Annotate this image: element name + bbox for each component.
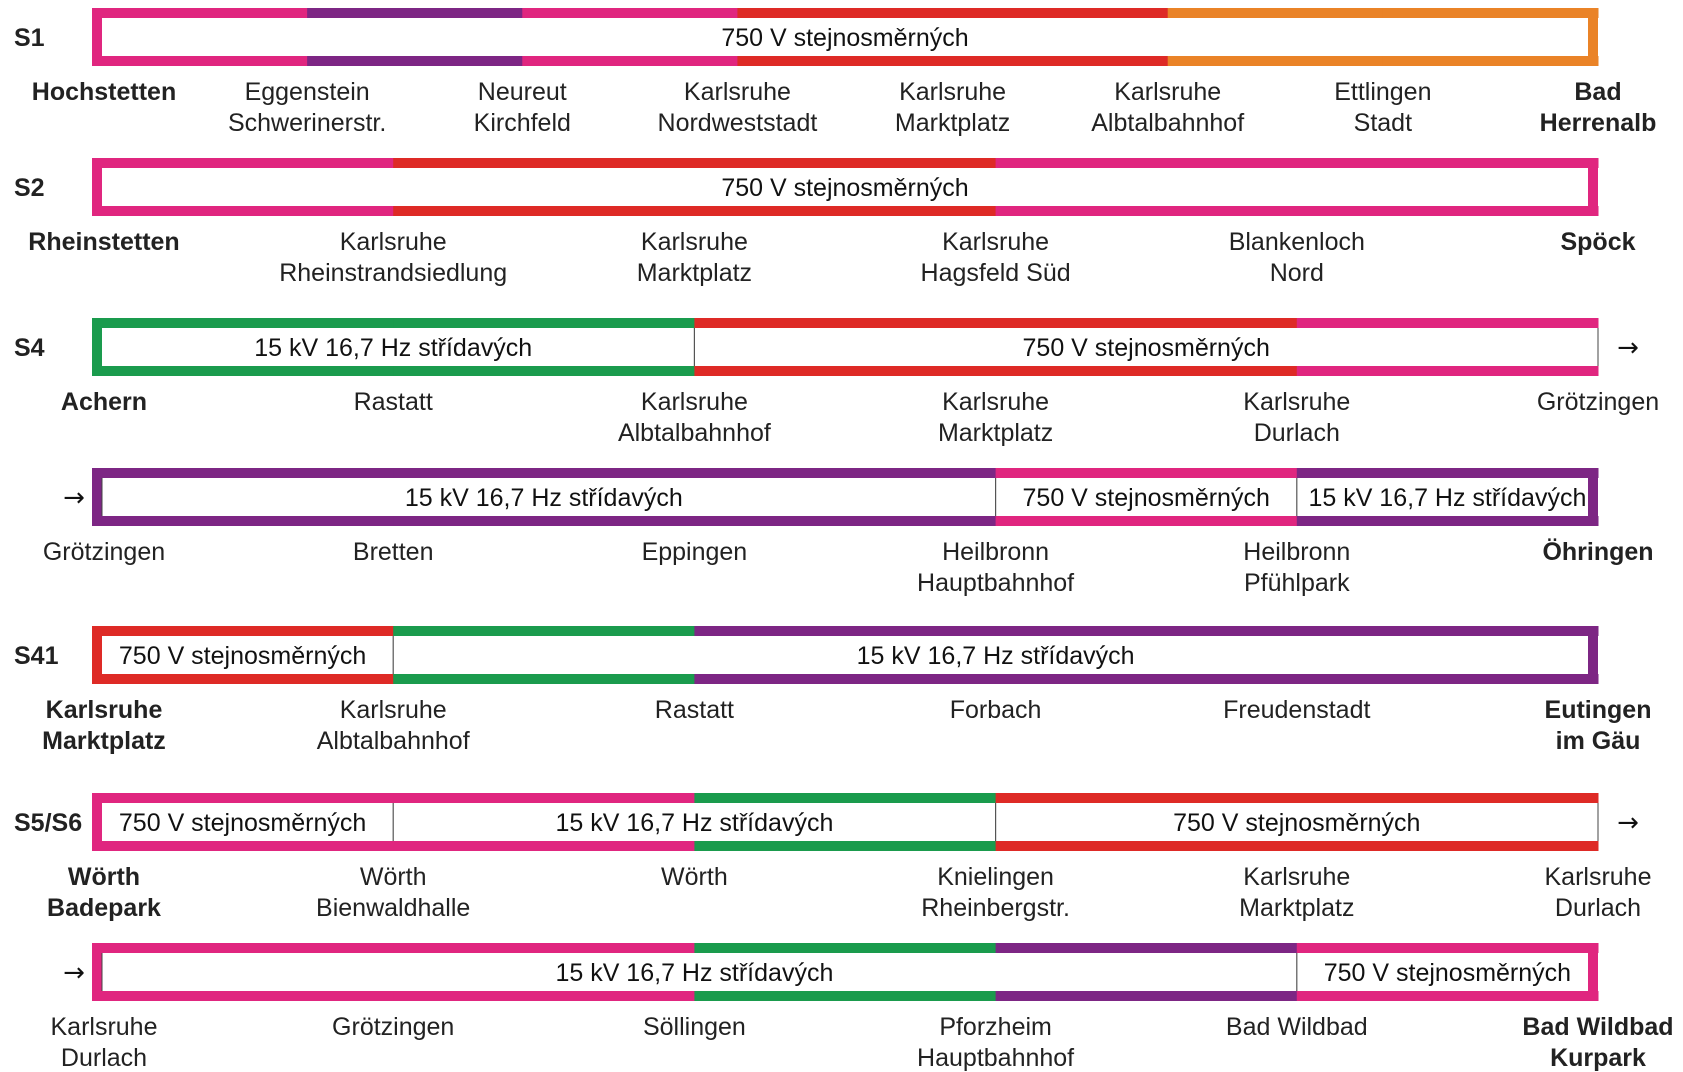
station-label xyxy=(316,863,470,922)
segment-band-top xyxy=(996,793,1298,803)
station-name-line: Karlsruhe xyxy=(899,78,1007,106)
station-label xyxy=(317,696,470,755)
segment-band-bottom xyxy=(996,841,1298,851)
segment-band-top xyxy=(393,468,695,478)
continuation-arrow-icon: → xyxy=(1617,808,1639,838)
segment-band-top xyxy=(1383,8,1599,18)
segment-band-bottom xyxy=(1383,56,1599,66)
station-name-line: Karlsruhe xyxy=(640,228,748,256)
station-label xyxy=(1243,388,1350,447)
station-label xyxy=(354,388,433,416)
power-system-label: 750 V stejnosměrných xyxy=(1022,334,1270,362)
segment-band-top xyxy=(694,943,996,953)
station-name-line: Karlsruhe xyxy=(942,228,1050,256)
segment-band-top xyxy=(1297,318,1599,328)
station-name-line: Rheinbergstr. xyxy=(921,894,1070,922)
station-name-line: Bienwaldhalle xyxy=(316,894,471,922)
line-s41 xyxy=(14,626,1651,755)
bar-left-cap xyxy=(92,8,102,66)
station-name-line: Pforzheim xyxy=(939,1013,1052,1041)
station-label xyxy=(1540,78,1657,137)
station-name-line: Rastatt xyxy=(654,696,735,724)
line-row xyxy=(51,943,1674,1072)
segment-band-top xyxy=(694,468,996,478)
bar-left-cap xyxy=(92,626,102,684)
segment-band-bottom xyxy=(522,56,738,66)
segment-band-bottom xyxy=(694,841,996,851)
station-label xyxy=(279,228,507,287)
segment-band-bottom xyxy=(393,991,695,1001)
station-name-line: Herrenalb xyxy=(1539,109,1657,137)
segment-band-bottom xyxy=(953,56,1169,66)
station-name-line: Marktplatz xyxy=(937,419,1054,447)
station-label xyxy=(1223,696,1370,724)
segment-band-top xyxy=(996,626,1298,636)
power-system-label: 750 V stejnosměrných xyxy=(118,809,367,837)
station-label xyxy=(474,78,571,137)
segment-band-top xyxy=(522,8,738,18)
segment-band-top xyxy=(737,8,953,18)
station-label xyxy=(643,1013,746,1041)
segment-band-bottom xyxy=(996,674,1298,684)
bar-left-cap xyxy=(92,318,102,376)
station-name-line: Spöck xyxy=(1560,228,1636,256)
segment-band-top xyxy=(996,158,1298,168)
station-name-line: Schwerinerstr. xyxy=(227,109,387,137)
segment-band-top xyxy=(393,943,695,953)
station-label xyxy=(42,696,166,755)
station-name-line: Karlsruhe xyxy=(640,388,748,416)
power-system-label: 750 V stejnosměrných xyxy=(721,174,969,202)
station-label xyxy=(51,1013,158,1072)
segment-band-bottom xyxy=(92,366,394,376)
segment-band-bottom xyxy=(996,516,1298,526)
segment-band-bottom xyxy=(393,841,695,851)
station-label xyxy=(228,78,386,137)
segment-band-bottom xyxy=(737,56,953,66)
station-label xyxy=(921,863,1070,922)
station-name-line: Albtalbahnhof xyxy=(316,727,470,755)
station-name-line: Grötzingen xyxy=(1536,388,1660,416)
bar-right-cap xyxy=(1588,943,1598,1001)
station-name-line: Hauptbahnhof xyxy=(917,1044,1075,1072)
segment-band-top xyxy=(92,793,394,803)
segment-band-bottom xyxy=(307,56,523,66)
station-name-line: Albtalbahnhof xyxy=(617,419,771,447)
power-system-label: 15 kV 16,7 Hz střídavých xyxy=(555,809,834,837)
station-name-line: Forbach xyxy=(949,696,1042,724)
station-label xyxy=(32,78,176,106)
station-name-line: Kirchfeld xyxy=(473,109,571,137)
station-name-line: im Gäu xyxy=(1555,727,1641,755)
segment-band-bottom xyxy=(393,674,695,684)
segment-band-bottom xyxy=(393,366,695,376)
segment-band-top xyxy=(694,626,996,636)
segment-band-bottom xyxy=(1297,841,1599,851)
segment-band-top xyxy=(92,158,394,168)
station-name-line: Bretten xyxy=(352,538,434,566)
segment-band-top xyxy=(996,318,1298,328)
station-label xyxy=(353,538,434,566)
station-name-line: Badepark xyxy=(47,894,161,922)
bar-right-cap xyxy=(1588,8,1598,66)
station-label xyxy=(1537,388,1659,416)
station-label xyxy=(1229,228,1365,287)
segment-band-top xyxy=(307,8,523,18)
segment-band-top xyxy=(1297,793,1599,803)
station-label xyxy=(637,228,752,287)
station-name-line: Karlsruhe xyxy=(1243,388,1351,416)
segment-band-top xyxy=(92,626,394,636)
segment-band-bottom xyxy=(393,516,695,526)
station-label xyxy=(43,538,165,566)
station-name-line: Marktplatz xyxy=(894,109,1011,137)
station-name-line: Kurpark xyxy=(1550,1044,1646,1072)
segment-band-top xyxy=(1297,626,1599,636)
station-name-line: Karlsruhe xyxy=(339,228,447,256)
station-name-line: Heilbronn xyxy=(1243,538,1351,566)
station-name-line: Albtalbahnhof xyxy=(1091,109,1245,137)
station-label xyxy=(332,1013,454,1041)
station-name-line: Söllingen xyxy=(642,1013,746,1041)
station-name-line: Wörth xyxy=(67,863,141,891)
station-name-line: Grötzingen xyxy=(42,538,166,566)
power-system-label: 750 V stejnosměrných xyxy=(721,24,969,52)
station-name-line: Nordweststadt xyxy=(657,109,818,137)
segment-band-top xyxy=(1297,158,1599,168)
station-label xyxy=(917,538,1074,597)
station-name-line: Marktplatz xyxy=(1239,894,1355,922)
line-s4 xyxy=(14,318,1659,597)
station-label xyxy=(1522,1013,1673,1072)
station-name-line: Pfühlpark xyxy=(1243,569,1350,597)
station-label xyxy=(47,863,161,922)
station-name-line: Hauptbahnhof xyxy=(917,569,1075,597)
station-label xyxy=(28,228,179,256)
segment-band-top xyxy=(1297,468,1599,478)
station-name-line: Wörth xyxy=(661,863,728,891)
station-name-line: Karlsruhe xyxy=(1114,78,1222,106)
bar-left-cap xyxy=(92,793,102,851)
station-label xyxy=(917,1013,1074,1072)
station-name-line: Eutingen xyxy=(1544,696,1652,724)
line-name-label: S5/S6 xyxy=(14,809,83,837)
station-label xyxy=(1542,537,1653,566)
station-name-line: Durlach xyxy=(60,1044,148,1072)
power-system-label: 15 kV 16,7 Hz střídavých xyxy=(555,959,834,987)
station-name-line: Karlsruhe xyxy=(942,388,1050,416)
segment-band-bottom xyxy=(996,366,1298,376)
segment-band-top xyxy=(92,943,394,953)
segment-band-bottom xyxy=(92,56,308,66)
segment-band-top xyxy=(393,626,695,636)
segment-band-bottom xyxy=(92,991,394,1001)
station-name-line: Eggenstein xyxy=(244,78,370,106)
station-name-line: Rheinstrandsiedlung xyxy=(279,259,508,287)
station-name-line: Wörth xyxy=(359,863,427,891)
station-name-line: Eppingen xyxy=(641,538,748,566)
station-name-line: Marktplatz xyxy=(636,259,753,287)
station-name-line: Hagsfeld Süd xyxy=(920,259,1071,287)
station-label xyxy=(1091,78,1244,137)
station-label xyxy=(1226,1013,1368,1041)
segment-band-top xyxy=(393,318,695,328)
station-name-line: Karlsruhe xyxy=(45,696,163,724)
line-name-label: S4 xyxy=(14,334,45,362)
station-name-line: Grötzingen xyxy=(332,1013,455,1041)
station-label xyxy=(661,863,728,891)
line-name-label: S1 xyxy=(14,24,45,52)
station-name-line: Blankenloch xyxy=(1228,228,1365,256)
segment-band-top xyxy=(92,8,308,18)
station-name-line: Heilbronn xyxy=(942,538,1050,566)
station-name-line: Karlsruhe xyxy=(339,696,447,724)
station-name-line: Karlsruhe xyxy=(1544,863,1652,891)
station-name-line: Durlach xyxy=(1554,894,1642,922)
station-name-line: Bad Wildbad xyxy=(1522,1013,1674,1041)
power-system-label: 750 V stejnosměrných xyxy=(1022,484,1270,512)
station-name-line: Karlsruhe xyxy=(683,78,791,106)
station-label xyxy=(1545,863,1652,922)
bar-left-cap xyxy=(92,468,102,526)
segment-band-top xyxy=(1297,943,1599,953)
station-name-line: Karlsruhe xyxy=(50,1013,158,1041)
power-system-label: 15 kV 16,7 Hz střídavých xyxy=(404,484,683,512)
segment-band-bottom xyxy=(1297,516,1599,526)
station-label xyxy=(618,388,771,447)
station-name-line: Nord xyxy=(1269,259,1324,287)
bar-left-cap xyxy=(92,158,102,216)
station-label xyxy=(921,228,1071,287)
segment-band-top xyxy=(92,468,394,478)
station-name-line: Bad xyxy=(1574,78,1622,106)
station-label xyxy=(658,78,818,137)
station-name-line: Marktplatz xyxy=(42,727,166,755)
line-row xyxy=(14,793,1652,922)
line-row xyxy=(43,468,1654,597)
line-s5-s6 xyxy=(14,793,1674,1072)
station-name-line: Freudenstadt xyxy=(1223,696,1371,724)
station-name-line: Bad Wildbad xyxy=(1225,1013,1368,1041)
station-name-line: Ettlingen xyxy=(1334,78,1432,106)
segment-band-bottom xyxy=(1297,366,1599,376)
segment-band-bottom xyxy=(694,674,996,684)
station-name-line: Stadt xyxy=(1353,109,1413,137)
station-label xyxy=(1239,863,1354,922)
segment-band-bottom xyxy=(996,991,1298,1001)
segment-band-top xyxy=(996,943,1298,953)
segment-band-top xyxy=(694,793,996,803)
power-system-label: 15 kV 16,7 Hz střídavých xyxy=(254,334,533,362)
line-name-label: S2 xyxy=(14,174,45,202)
segment-band-bottom xyxy=(92,206,394,216)
segment-band-bottom xyxy=(92,516,394,526)
segment-band-bottom xyxy=(1297,674,1599,684)
segment-band-top xyxy=(953,8,1169,18)
station-label xyxy=(950,696,1042,724)
line-row xyxy=(14,158,1636,287)
segment-band-bottom xyxy=(92,674,394,684)
bar-right-cap xyxy=(1588,158,1598,216)
station-name-line: Hochstetten xyxy=(31,78,177,106)
segment-band-top xyxy=(393,793,695,803)
bar-right-cap xyxy=(1588,626,1598,684)
line-row xyxy=(14,318,1659,447)
station-label xyxy=(895,78,1010,137)
segment-band-bottom xyxy=(996,206,1298,216)
segment-band-top xyxy=(393,158,695,168)
station-label xyxy=(938,388,1053,447)
station-label xyxy=(1334,78,1431,137)
segment-band-top xyxy=(1168,8,1384,18)
station-label xyxy=(1560,228,1635,256)
segment-band-bottom xyxy=(92,841,394,851)
station-name-line: Karlsruhe xyxy=(1243,863,1351,891)
station-name-line: Durlach xyxy=(1253,419,1340,447)
line-s1 xyxy=(14,8,1656,137)
segment-band-bottom xyxy=(1168,56,1384,66)
station-label xyxy=(1243,538,1350,597)
line-s2 xyxy=(14,158,1636,287)
line-name-label: S41 xyxy=(14,642,59,670)
bar-right-cap xyxy=(1588,468,1598,526)
power-system-label: 15 kV 16,7 Hz střídavých xyxy=(856,642,1135,670)
power-system-label: 750 V stejnosměrných xyxy=(1323,959,1572,987)
station-name-line: Achern xyxy=(60,388,148,416)
station-label xyxy=(642,538,748,566)
continuation-arrow-icon: → xyxy=(1617,333,1639,363)
station-label xyxy=(1545,696,1652,755)
power-system-label: 15 kV 16,7 Hz střídavých xyxy=(1308,484,1587,512)
station-label xyxy=(655,696,734,724)
continuation-arrow-icon: → xyxy=(63,958,85,988)
station-name-line: Rastatt xyxy=(353,388,433,416)
station-label xyxy=(61,388,147,416)
segment-band-bottom xyxy=(1297,206,1599,216)
segment-band-bottom xyxy=(694,516,996,526)
segment-band-top xyxy=(694,318,996,328)
station-name-line: Rheinstetten xyxy=(28,228,180,256)
segment-band-top xyxy=(996,468,1298,478)
segment-band-bottom xyxy=(694,206,996,216)
segment-band-bottom xyxy=(393,206,695,216)
line-row xyxy=(14,626,1651,755)
station-name-line: Knielingen xyxy=(937,863,1054,891)
segment-band-bottom xyxy=(694,366,996,376)
station-name-line: Neureut xyxy=(477,78,567,106)
station-name-line: Öhringen xyxy=(1542,538,1654,566)
line-row xyxy=(14,8,1656,137)
segment-band-bottom xyxy=(1297,991,1599,1001)
power-system-label: 750 V stejnosměrných xyxy=(1173,809,1421,837)
segment-band-bottom xyxy=(694,991,996,1001)
segment-band-top xyxy=(694,158,996,168)
segment-band-top xyxy=(92,318,394,328)
power-system-label: 750 V stejnosměrných xyxy=(118,642,367,670)
continuation-arrow-icon: → xyxy=(63,483,85,513)
bar-left-cap xyxy=(92,943,102,1001)
